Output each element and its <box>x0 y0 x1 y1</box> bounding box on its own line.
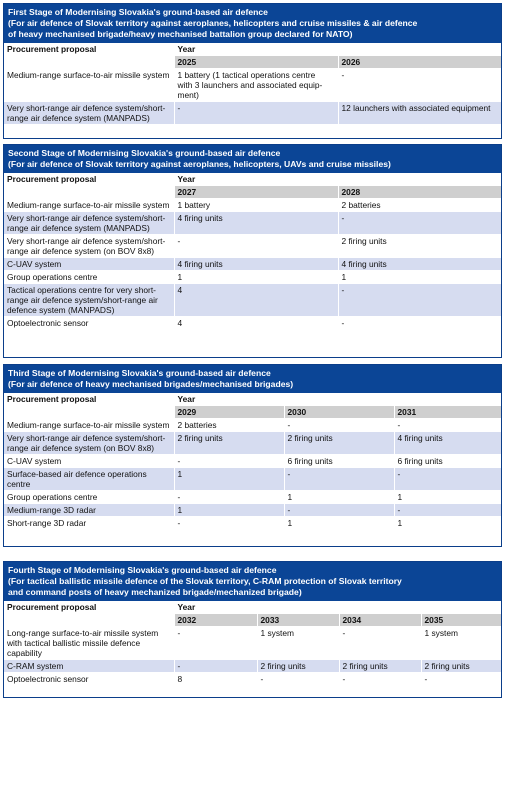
quantity-cell <box>174 212 338 235</box>
procurement-table <box>4 393 502 530</box>
quantity-cell <box>174 199 338 212</box>
text-line: 4 firing units <box>177 213 223 223</box>
text-line: - <box>287 469 291 479</box>
text-line: 4 firing units <box>177 259 223 269</box>
item-label <box>4 517 174 530</box>
text-line: (For air defence of heavy mechanised brigades/mechanised brigades) <box>8 379 294 389</box>
text-line: 2 firing units <box>341 236 387 246</box>
quantity-cell <box>421 673 502 686</box>
quantity-cell <box>174 258 338 271</box>
text-line: (For air defence of Slovak territory against aeroplanes, helicopters, UAVs and cruise missiles) <box>8 159 391 169</box>
quantity-cell <box>174 235 338 258</box>
quantity-cell <box>394 419 502 432</box>
text-line: Very short-range air defence system/short- <box>7 213 166 223</box>
quantity-cell <box>394 491 502 504</box>
quantity-cell <box>338 212 502 235</box>
year-cell: 2029 <box>174 406 284 419</box>
quantity-cell <box>257 627 339 660</box>
text-line: Group operations centre <box>7 272 98 282</box>
quantity-cell <box>257 660 339 673</box>
text-line: 1 system <box>260 628 295 638</box>
text-line: 2 firing units <box>260 661 306 671</box>
text-line: 2 batteries <box>341 200 381 210</box>
text-line: range air defence system (on BOV 8x8) <box>7 443 155 453</box>
text-line: 1 system <box>424 628 459 638</box>
text-line: range air defence system (MANPADS) <box>7 113 150 123</box>
item-label <box>4 69 174 102</box>
table-row <box>4 235 502 258</box>
text-line: - <box>177 661 181 671</box>
text-line: Group operations centre <box>7 492 98 502</box>
quantity-cell <box>338 102 502 125</box>
table-row <box>4 504 502 517</box>
quantity-cell <box>284 419 394 432</box>
text-line: 4 <box>177 318 183 328</box>
quantity-cell <box>284 517 394 530</box>
text-line: Very short-range air defence system/short- <box>7 433 166 443</box>
quantity-cell <box>339 673 421 686</box>
text-line: - <box>397 505 401 515</box>
stage-title <box>4 562 501 601</box>
text-line: Medium-range surface-to-air missile system <box>7 420 170 430</box>
item-label <box>4 102 174 125</box>
text-line: range air defence system/short-range air <box>7 295 158 305</box>
years-row <box>4 614 502 627</box>
text-line: Very short-range air defence system/short- <box>7 236 166 246</box>
text-line: Surface-based air defence operations centre <box>7 469 147 489</box>
text-line: 8 <box>177 674 183 684</box>
text-line: - <box>260 674 264 684</box>
quantity-cell <box>174 660 257 673</box>
text-line: C-UAV system <box>7 456 62 466</box>
year-header: Year <box>174 601 502 614</box>
text-line: 2 firing units <box>342 661 388 671</box>
year-cell: 2033 <box>257 614 339 627</box>
quantity-cell <box>174 419 284 432</box>
text-line: Long-range surface-to-air missile system <box>7 628 159 638</box>
item-label <box>4 317 174 330</box>
quantity-cell <box>338 69 502 102</box>
text-line: Tactical operations centre for very short- <box>7 285 156 295</box>
table-row <box>4 317 502 330</box>
text-line: range air defence system (on BOV 8x8) <box>7 246 155 256</box>
table-row <box>4 468 502 491</box>
quantity-cell <box>394 468 502 491</box>
text-line: 4 firing units <box>341 259 387 269</box>
table-row <box>4 660 502 673</box>
text-line: - <box>287 505 291 515</box>
year-cell: 2026 <box>338 56 502 69</box>
quantity-cell <box>338 317 502 330</box>
quantity-cell <box>174 102 338 125</box>
text-line: range air defence system (MANPADS) <box>7 223 150 233</box>
text-line: 1 battery (1 tactical operations centre <box>177 70 316 80</box>
text-line: with tactical ballistic missile defence <box>7 638 141 648</box>
text-line: - <box>342 628 346 638</box>
text-line: Medium-range 3D radar <box>7 505 96 515</box>
year-cell: 2025 <box>174 56 338 69</box>
procurement-table <box>4 601 502 686</box>
years-row <box>4 406 502 419</box>
item-label <box>4 660 174 673</box>
quantity-cell <box>338 235 502 258</box>
item-label <box>4 455 174 468</box>
text-line: 12 launchers with associated equipment <box>341 103 491 113</box>
quantity-cell <box>338 258 502 271</box>
table-row <box>4 258 502 271</box>
header-row <box>4 601 502 614</box>
table-row <box>4 284 502 317</box>
item-label <box>4 419 174 432</box>
quantity-cell <box>174 69 338 102</box>
table-row <box>4 212 502 235</box>
text-line: - <box>177 492 181 502</box>
item-label <box>4 627 174 660</box>
quantity-cell <box>338 199 502 212</box>
text-line: Third Stage of Modernising Slovakia's ground-based air defence <box>8 368 271 378</box>
text-line: with 3 launchers and associated equip- <box>177 80 323 90</box>
text-line: - <box>341 285 345 295</box>
year-cell: 2031 <box>394 406 502 419</box>
quantity-cell <box>174 673 257 686</box>
text-line: - <box>177 103 181 113</box>
year-header: Year <box>174 393 502 406</box>
quantity-cell <box>338 271 502 284</box>
header-row <box>4 43 502 56</box>
stage-title <box>4 365 501 393</box>
year-cell: 2035 <box>421 614 502 627</box>
years-row <box>4 186 502 199</box>
header-row <box>4 393 502 406</box>
text-line: Second Stage of Modernising Slovakia's ground-based air defence <box>8 148 281 158</box>
quantity-cell <box>284 468 394 491</box>
item-label <box>4 235 174 258</box>
table-row <box>4 517 502 530</box>
procurement-proposal-header: Procurement proposal <box>4 601 174 614</box>
item-label <box>4 199 174 212</box>
text-line: First Stage of Modernising Slovakia's ground-based air defence <box>8 7 268 17</box>
text-line: 1 <box>397 492 403 502</box>
table-row <box>4 491 502 504</box>
text-line: Medium-range surface-to-air missile system <box>7 200 170 210</box>
text-line: 6 firing units <box>397 456 443 466</box>
text-line: ment) <box>177 90 199 100</box>
text-line: C-RAM system <box>7 661 64 671</box>
year-header: Year <box>174 173 502 186</box>
procurement-table <box>4 43 502 125</box>
procurement-proposal-header: Procurement proposal <box>4 173 174 186</box>
quantity-cell <box>394 432 502 455</box>
quantity-cell <box>284 432 394 455</box>
quantity-cell <box>174 317 338 330</box>
text-line: 1 <box>177 272 183 282</box>
table-row <box>4 432 502 455</box>
text-line: - <box>177 456 181 466</box>
text-line: Optoelectronic sensor <box>7 674 89 684</box>
stage-title <box>4 4 501 43</box>
quantity-cell <box>174 504 284 517</box>
quantity-cell <box>174 491 284 504</box>
item-label <box>4 258 174 271</box>
table-row <box>4 271 502 284</box>
item-label <box>4 271 174 284</box>
table-row <box>4 69 502 102</box>
text-line: 1 <box>287 492 293 502</box>
table-row <box>4 102 502 125</box>
text-line: 4 <box>177 285 183 295</box>
year-cell: 2032 <box>174 614 257 627</box>
item-label <box>4 284 174 317</box>
text-line: 1 <box>177 469 183 479</box>
text-line: of heavy mechanised brigade/heavy mechanised battalion group declared for NATO) <box>8 29 353 39</box>
text-line: 1 <box>341 272 347 282</box>
text-line: and command posts of heavy mechanized brigade/mechanized brigade) <box>8 587 302 597</box>
year-header: Year <box>174 43 502 56</box>
table-row <box>4 627 502 660</box>
text-line: 1 <box>397 518 403 528</box>
table-row <box>4 673 502 686</box>
stage-table-2 <box>3 144 502 358</box>
text-line: - <box>177 518 181 528</box>
text-line: 4 firing units <box>397 433 443 443</box>
blank-cell <box>4 406 174 419</box>
quantity-cell <box>174 627 257 660</box>
quantity-cell <box>339 627 421 660</box>
text-line: - <box>342 674 346 684</box>
text-line: - <box>424 674 428 684</box>
quantity-cell <box>257 673 339 686</box>
years-row <box>4 56 502 69</box>
text-line: 6 firing units <box>287 456 333 466</box>
quantity-cell <box>174 432 284 455</box>
text-line: (For tactical ballistic missile defence of the Slovak territory, C-RAM protection of Slovak territory <box>8 576 402 586</box>
quantity-cell <box>284 504 394 517</box>
item-label <box>4 673 174 686</box>
quantity-cell <box>421 627 502 660</box>
quantity-cell <box>394 504 502 517</box>
quantity-cell <box>174 455 284 468</box>
procurement-table <box>4 173 502 330</box>
item-label <box>4 468 174 491</box>
quantity-cell <box>284 491 394 504</box>
procurement-proposal-header: Procurement proposal <box>4 43 174 56</box>
item-label <box>4 491 174 504</box>
text-line: Medium-range surface-to-air missile system <box>7 70 170 80</box>
blank-cell <box>4 56 174 69</box>
stage-table-4 <box>3 561 502 698</box>
text-line: C-UAV system <box>7 259 62 269</box>
quantity-cell <box>174 517 284 530</box>
text-line: 1 <box>287 518 293 528</box>
stage-table-3 <box>3 364 502 547</box>
blank-cell <box>4 614 174 627</box>
text-line: - <box>341 318 345 328</box>
text-line: - <box>177 628 181 638</box>
item-label <box>4 212 174 235</box>
text-line: 2 firing units <box>177 433 223 443</box>
quantity-cell <box>421 660 502 673</box>
table-row <box>4 455 502 468</box>
table-row <box>4 419 502 432</box>
text-line: - <box>177 236 181 246</box>
table-row <box>4 199 502 212</box>
blank-cell <box>4 186 174 199</box>
procurement-proposal-header: Procurement proposal <box>4 393 174 406</box>
text-line: 2 batteries <box>177 420 217 430</box>
text-line: 2 firing units <box>424 661 470 671</box>
item-label <box>4 504 174 517</box>
stage-title <box>4 145 501 173</box>
stage-table-1 <box>3 3 502 139</box>
quantity-cell <box>338 284 502 317</box>
item-label <box>4 432 174 455</box>
quantity-cell <box>174 468 284 491</box>
text-line: - <box>287 420 291 430</box>
text-line: capability <box>7 648 42 658</box>
year-cell: 2028 <box>338 186 502 199</box>
quantity-cell <box>284 455 394 468</box>
quantity-cell <box>394 517 502 530</box>
text-line: - <box>397 469 401 479</box>
quantity-cell <box>174 284 338 317</box>
text-line: defence system (MANPADS) <box>7 305 115 315</box>
text-line: Optoelectronic sensor <box>7 318 89 328</box>
year-cell: 2030 <box>284 406 394 419</box>
text-line: - <box>397 420 401 430</box>
text-line: Fourth Stage of Modernising Slovakia's ground-based air defence <box>8 565 277 575</box>
quantity-cell <box>339 660 421 673</box>
year-cell: 2034 <box>339 614 421 627</box>
quantity-cell <box>394 455 502 468</box>
text-line: Very short-range air defence system/short- <box>7 103 166 113</box>
text-line: 1 <box>177 505 183 515</box>
text-line: Short-range 3D radar <box>7 518 87 528</box>
text-line: 1 battery <box>177 200 211 210</box>
text-line: 2 firing units <box>287 433 333 443</box>
year-cell: 2027 <box>174 186 338 199</box>
quantity-cell <box>174 271 338 284</box>
text-line: - <box>341 213 345 223</box>
header-row <box>4 173 502 186</box>
text-line: (For air defence of Slovak territory against aeroplanes, helicopters and cruise missiles & air defence <box>8 18 418 28</box>
text-line: - <box>341 70 345 80</box>
